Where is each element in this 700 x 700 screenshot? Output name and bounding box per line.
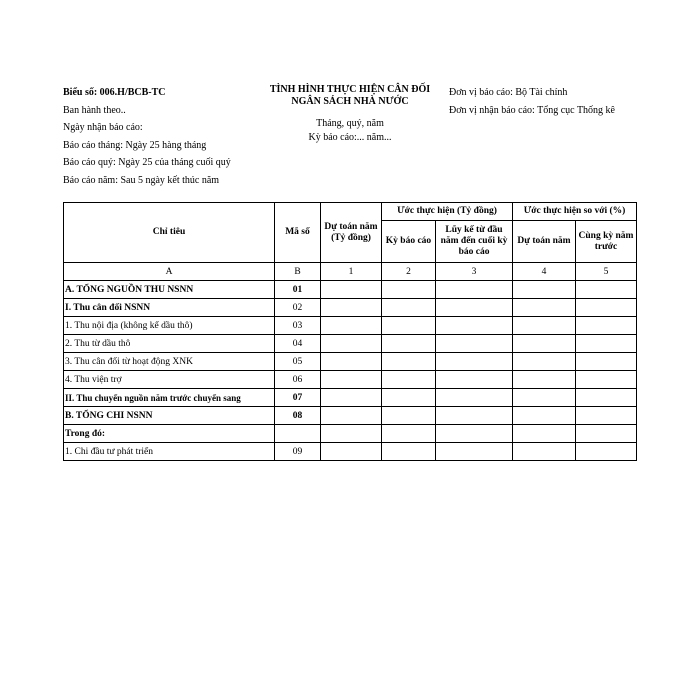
- value-cell[interactable]: [576, 407, 637, 425]
- row-label: B. TỔNG CHI NSNN: [64, 407, 275, 425]
- table-row: [64, 425, 637, 443]
- index-cell: A: [64, 263, 275, 281]
- value-cell[interactable]: [321, 389, 382, 407]
- value-cell[interactable]: [576, 335, 637, 353]
- row-code: 06: [275, 371, 321, 389]
- receipt-date-label: Ngày nhận báo cáo:: [63, 122, 143, 134]
- reporting-unit: Đơn vị báo cáo: Bộ Tài chính: [449, 87, 568, 98]
- table-row: [64, 317, 637, 335]
- value-cell[interactable]: [576, 299, 637, 317]
- col-header-same-period: Cùng kỳ năm trước: [576, 221, 637, 263]
- report-period: Kỳ báo cáo:... năm...: [308, 132, 392, 143]
- row-code: 09: [275, 443, 321, 461]
- row-code: [275, 425, 321, 443]
- row-code: 02: [275, 299, 321, 317]
- header-right: [449, 84, 615, 120]
- value-cell[interactable]: [321, 425, 382, 443]
- value-cell[interactable]: [382, 407, 436, 425]
- quarterly-deadline: Báo cáo quý: Ngày 25 của tháng cuối quý: [63, 157, 231, 169]
- row-label: I. Thu cân đối NSNN: [64, 299, 275, 317]
- value-cell[interactable]: [382, 443, 436, 461]
- value-cell[interactable]: [513, 281, 576, 299]
- value-cell[interactable]: [382, 317, 436, 335]
- row-label: 2. Thu từ dầu thô: [64, 335, 275, 353]
- value-cell[interactable]: [513, 389, 576, 407]
- col-header-indicator: Chỉ tiêu: [64, 203, 275, 263]
- col-group-comparison: Ước thực hiện so với (%): [513, 203, 637, 221]
- col-header-estimate: Dự toán năm (Tỷ đồng): [321, 203, 382, 263]
- row-code: 05: [275, 353, 321, 371]
- row-label: 4. Thu viện trợ: [64, 371, 275, 389]
- col-header-cumulative: Lũy kế từ đầu năm đến cuối kỳ báo cáo: [436, 221, 513, 263]
- value-cell[interactable]: [321, 299, 382, 317]
- value-cell[interactable]: [436, 443, 513, 461]
- value-cell[interactable]: [576, 389, 637, 407]
- value-cell[interactable]: [513, 371, 576, 389]
- yearly-deadline: Báo cáo năm: Sau 5 ngày kết thúc năm: [63, 174, 220, 186]
- row-label: A. TỔNG NGUỒN THU NSNN: [64, 281, 275, 299]
- value-cell[interactable]: [436, 335, 513, 353]
- col-header-code: Mã số: [275, 203, 321, 263]
- value-cell[interactable]: [576, 353, 637, 371]
- value-cell[interactable]: [576, 317, 637, 335]
- value-cell[interactable]: [513, 407, 576, 425]
- table-row: [64, 443, 637, 461]
- value-cell[interactable]: [436, 317, 513, 335]
- header-title-block: [250, 84, 450, 143]
- value-cell[interactable]: [576, 425, 637, 443]
- value-cell[interactable]: [382, 353, 436, 371]
- value-cell[interactable]: [513, 317, 576, 335]
- row-label: 1. Thu nội địa (không kể dầu thô): [64, 317, 275, 335]
- row-code: 01: [275, 281, 321, 299]
- value-cell[interactable]: [382, 335, 436, 353]
- row-code: 08: [275, 407, 321, 425]
- row-code: 07: [275, 389, 321, 407]
- row-label: Trong đó:: [64, 425, 275, 443]
- value-cell[interactable]: [513, 353, 576, 371]
- index-cell: 1: [321, 263, 382, 281]
- index-cell: 3: [436, 263, 513, 281]
- table-row: [64, 371, 637, 389]
- monthly-deadline: Báo cáo tháng: Ngày 25 hàng tháng: [63, 139, 207, 151]
- col-header-annual-estimate: Dự toán năm: [513, 221, 576, 263]
- value-cell[interactable]: [321, 317, 382, 335]
- receiving-unit: Đơn vị nhận báo cáo: Tổng cục Thống kê: [449, 105, 615, 116]
- value-cell[interactable]: [321, 281, 382, 299]
- value-cell[interactable]: [576, 281, 637, 299]
- value-cell[interactable]: [436, 353, 513, 371]
- row-label: 3. Thu cân đối từ hoạt động XNK: [64, 353, 275, 371]
- row-code: 03: [275, 317, 321, 335]
- value-cell[interactable]: [382, 425, 436, 443]
- header-left: [63, 84, 231, 190]
- value-cell[interactable]: [321, 371, 382, 389]
- index-cell: B: [275, 263, 321, 281]
- table-row: [64, 407, 637, 425]
- value-cell[interactable]: [321, 353, 382, 371]
- value-cell[interactable]: [382, 281, 436, 299]
- period-label: Tháng, quý, năm: [316, 118, 384, 129]
- budget-table: [63, 202, 637, 461]
- index-cell: 2: [382, 263, 436, 281]
- value-cell[interactable]: [513, 443, 576, 461]
- value-cell[interactable]: [321, 335, 382, 353]
- issued-by: Ban hành theo..: [63, 104, 126, 116]
- table-row: [64, 299, 637, 317]
- value-cell[interactable]: [513, 335, 576, 353]
- value-cell[interactable]: [513, 425, 576, 443]
- value-cell[interactable]: [576, 371, 637, 389]
- table-row: [64, 353, 637, 371]
- table-row: [64, 335, 637, 353]
- value-cell[interactable]: [436, 281, 513, 299]
- title-line-2: NGÂN SÁCH NHÀ NƯỚC: [291, 96, 409, 107]
- value-cell[interactable]: [436, 299, 513, 317]
- form-number: Biểu số: 006.H/BCB-TC: [63, 87, 166, 98]
- index-row: [64, 263, 637, 281]
- title-line-1: TÌNH HÌNH THỰC HIỆN CÂN ĐỐI: [269, 84, 431, 95]
- value-cell[interactable]: [321, 443, 382, 461]
- index-cell: 5: [576, 263, 637, 281]
- value-cell[interactable]: [436, 371, 513, 389]
- value-cell[interactable]: [513, 299, 576, 317]
- col-header-report-period: Kỳ báo cáo: [382, 221, 436, 263]
- value-cell[interactable]: [382, 389, 436, 407]
- value-cell[interactable]: [436, 407, 513, 425]
- value-cell[interactable]: [321, 407, 382, 425]
- row-label: 1. Chi đầu tư phát triển: [64, 443, 275, 461]
- value-cell[interactable]: [382, 299, 436, 317]
- row-label: II. Thu chuyển nguồn năm trước chuyển sang: [64, 389, 275, 407]
- row-code: 04: [275, 335, 321, 353]
- table-row: [64, 389, 637, 407]
- col-group-estimated-execution: Ước thực hiện (Tỷ đồng): [382, 203, 513, 221]
- value-cell[interactable]: [382, 371, 436, 389]
- value-cell[interactable]: [436, 389, 513, 407]
- value-cell[interactable]: [436, 425, 513, 443]
- index-cell: 4: [513, 263, 576, 281]
- table-row: [64, 281, 637, 299]
- value-cell[interactable]: [576, 443, 637, 461]
